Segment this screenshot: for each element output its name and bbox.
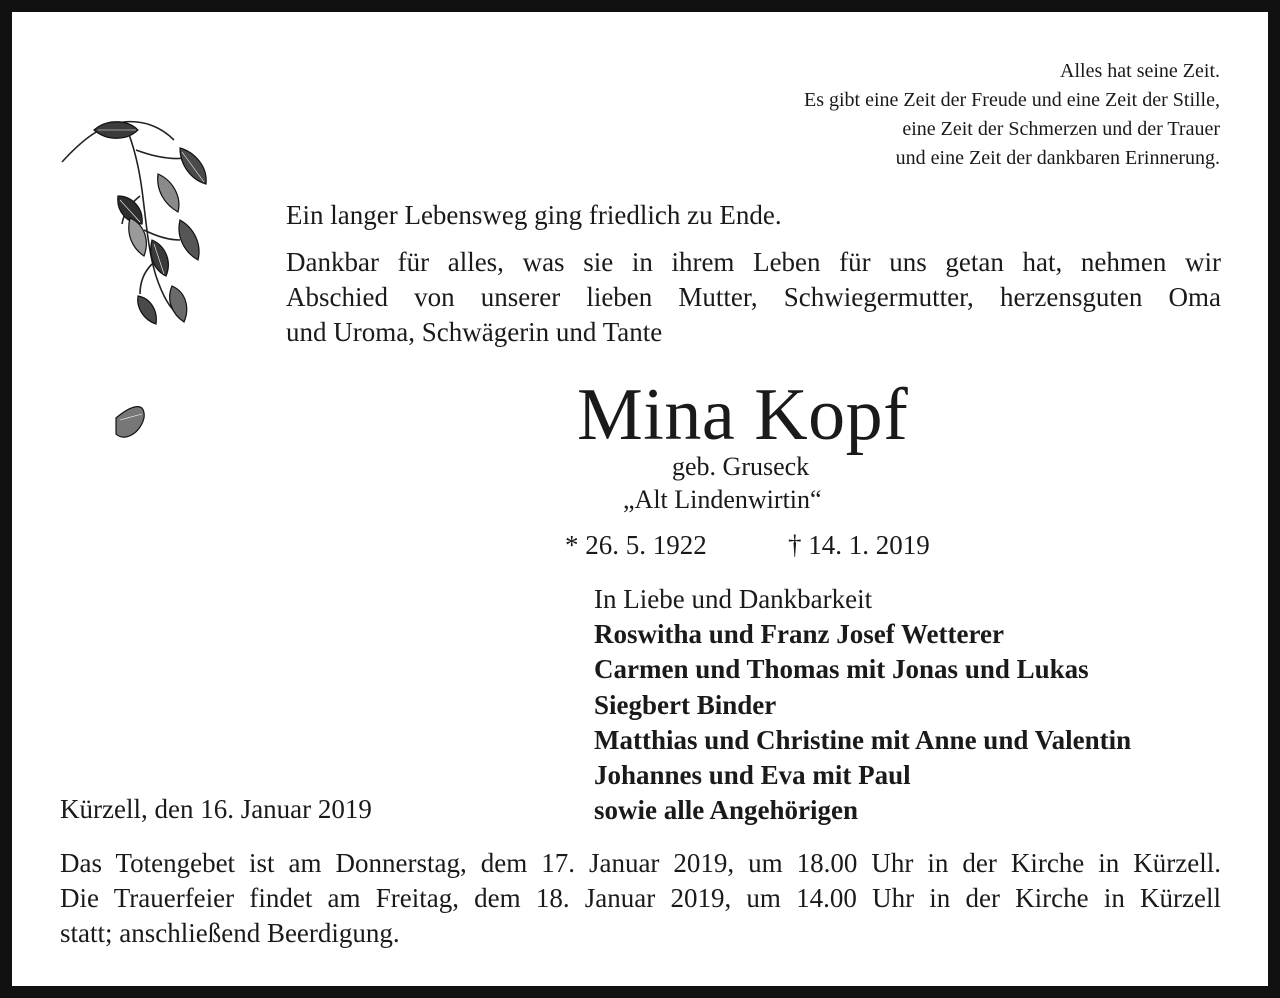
nickname: „Alt Lindenwirtin“ [623, 485, 822, 514]
deceased-name: Mina Kopf [577, 374, 909, 456]
funeral-notice [60, 846, 1221, 951]
notice-line: Das Totengebet ist am Donnerstag, dem 17. Januar 2019, um 18.00 Uhr in der Kirche in Kürzell. [60, 848, 1221, 878]
mourner-name: sowie alle Angehörigen [594, 795, 858, 826]
place-date: Kürzell, den 16. Januar 2019 [60, 794, 372, 824]
mourner-name: Roswitha und Franz Josef Wetterer [594, 619, 1004, 650]
poem-line: eine Zeit der Schmerzen und der Trauer [902, 118, 1220, 140]
epigraph-poem [804, 57, 1220, 173]
birth-name: geb. Gruseck [672, 452, 810, 481]
intro-paragraph [286, 245, 1221, 350]
mourner-name: Matthias und Christine mit Anne und Valentin [594, 724, 1132, 755]
mourners-block [594, 582, 1131, 828]
death-date: † 14. 1. 2019 [788, 530, 930, 560]
notice-line: Die Trauerfeier findet am Freitag, dem 18. Januar 2019, um 14.00 Uhr in der Kirche in Kürzell [60, 883, 1221, 913]
poem-line: Alles hat seine Zeit. [1060, 60, 1220, 82]
mourner-name: Siegbert Binder [594, 689, 777, 720]
intro-paragraph-line: und Uroma, Schwägerin und Tante [286, 317, 663, 347]
poem-line: Es gibt eine Zeit der Freude und eine Zeit der Stille, [804, 89, 1220, 111]
notice-line: statt; anschließend Beerdigung. [60, 918, 400, 948]
mourner-name: Johannes und Eva mit Paul [594, 760, 911, 791]
birth-date: * 26. 5. 1922 [565, 530, 707, 560]
birch-leaves-branch-icon [52, 100, 222, 480]
intro-line: Ein langer Lebensweg ging friedlich zu Ende. [286, 200, 782, 230]
intro-paragraph-line: Dankbar für alles, was sie in ihrem Leben für uns getan hat, nehmen wir [286, 247, 1221, 277]
poem-line: und eine Zeit der dankbaren Erinnerung. [895, 147, 1220, 169]
mourners-intro: In Liebe und Dankbarkeit [594, 584, 873, 614]
intro-paragraph-line: Abschied von unserer lieben Mutter, Schwiegermutter, herzensguten Oma [286, 282, 1221, 312]
mourner-name: Carmen und Thomas mit Jonas und Lukas [594, 654, 1089, 685]
